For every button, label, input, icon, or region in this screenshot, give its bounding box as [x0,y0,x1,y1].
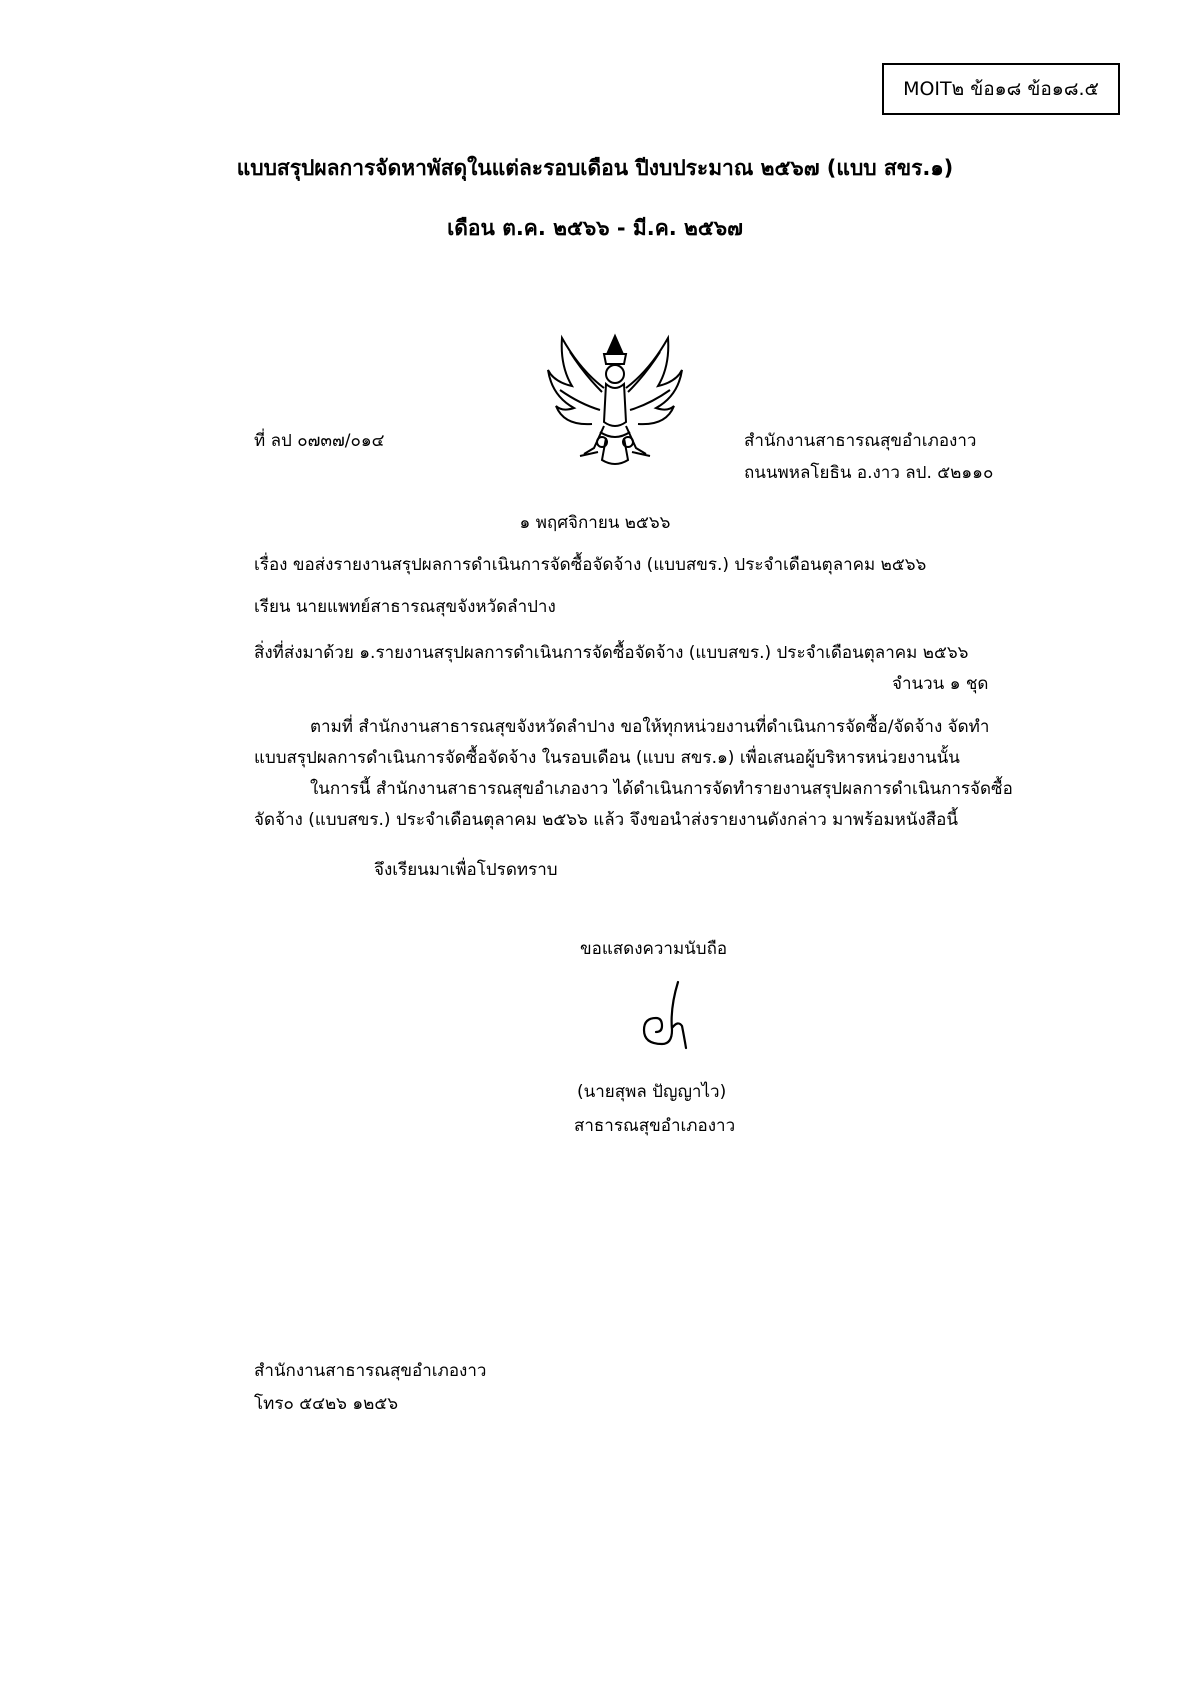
body-paragraph-1-line-1: ตามที่ สำนักงานสาธารณสุขจังหวัดลำปาง ขอให้ทุกหน่วยงานที่ดำเนินการจัดซื้อ/จัดจ้าง จัดทำ [310,717,990,737]
garuda-emblem-icon [540,330,690,470]
enclosure-line: สิ่งที่ส่งมาด้วย ๑.รายงานสรุปผลการดำเนินการจัดซื้อจัดจ้าง (แบบสขร.) ประจำเดือนตุลาคม ๒๕๖๖ [254,643,969,663]
body-paragraph-2-line-2: จัดจ้าง (แบบสขร.) ประจำเดือนตุลาคม ๒๕๖๖ แล้ว จึงขอนำส่งรายงานดังกล่าว มาพร้อมหนังสือนี้ [254,810,958,830]
document-title: แบบสรุปผลการจัดหาพัสดุในแต่ละรอบเดือน ปีงบประมาณ ๒๕๖๗ (แบบ สขร.๑) [236,156,954,180]
closing-request: จึงเรียนมาเพื่อโปรดทราบ [374,860,558,880]
document-date: ๑ พฤศจิกายน ๒๕๖๖ [519,513,671,533]
sender-office-name: สำนักงานสาธารณสุขอำเภองาว [744,431,977,451]
signer-title: สาธารณสุขอำเภองาว [574,1116,736,1136]
reference-code: MOIT๒ ข้อ๑๘ ข้อ๑๘.๕ [903,78,1099,100]
document-number: ที่ ลป ๐๗๓๗/๐๑๔ [254,431,385,451]
sign-off: ขอแสดงความนับถือ [580,939,728,959]
addressee-line: เรียน นายแพทย์สาธารณสุขจังหวัดลำปาง [254,597,556,617]
body-paragraph-1-line-2: แบบสรุปผลการดำเนินการจัดซื้อจัดจ้าง ในรอบเดือน (แบบ สขร.๑) เพื่อเสนอผู้บริหารหน่วยงานนั้น [254,748,960,768]
reference-code-box [882,63,1120,115]
footer-office-name: สำนักงานสาธารณสุขอำเภองาว [254,1361,487,1381]
handwritten-signature-icon [632,978,692,1050]
sender-office-address: ถนนพหลโยธิน อ.งาว ลป. ๕๒๑๑๐ [744,463,994,483]
document-subtitle: เดือน ต.ค. ๒๕๖๖ - มี.ค. ๒๕๖๗ [447,216,743,240]
subject-line: เรื่อง ขอส่งรายงานสรุปผลการดำเนินการจัดซื้อจัดจ้าง (แบบสขร.) ประจำเดือนตุลาคม ๒๕๖๖ [254,555,927,575]
signer-name: (นายสุพล ปัญญาไว) [577,1082,727,1102]
body-paragraph-2-line-1: ในการนี้ สำนักงานสาธารณสุขอำเภองาว ได้ดำเนินการจัดทำรายงานสรุปผลการดำเนินการจัดซื้อ [310,779,1013,799]
footer-phone-number: โทร๐ ๕๔๒๖ ๑๒๕๖ [254,1394,399,1414]
enclosure-quantity: จำนวน ๑ ชุด [892,674,989,694]
